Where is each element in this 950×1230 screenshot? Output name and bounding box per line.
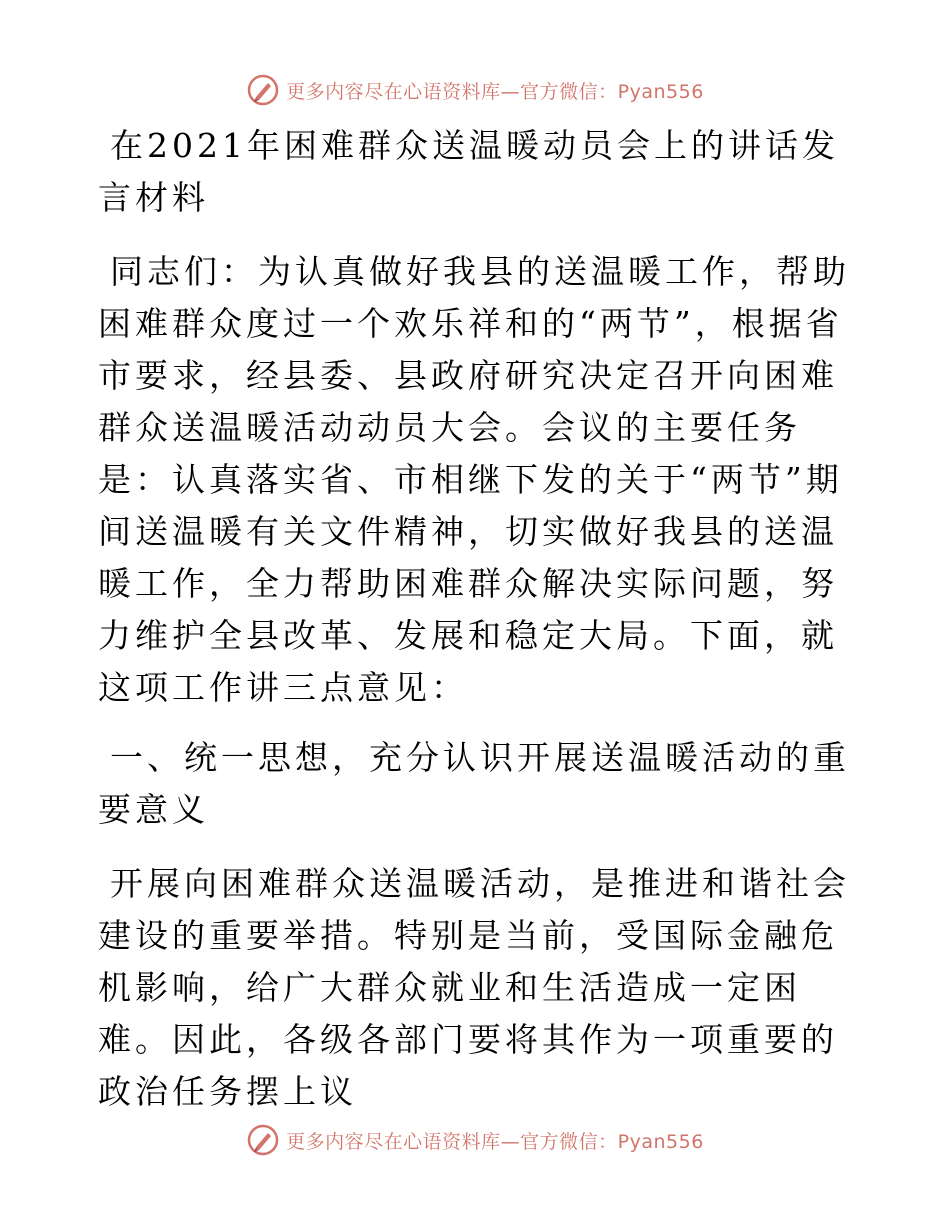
section-heading-1: 一、统一思想，充分认识开展送温暖活动的重要意义	[98, 738, 850, 829]
paragraph-opening: 同志们：为认真做好我县的送温暖工作，帮助困难群众度过一个欢乐祥和的“两节”，根据省市要求，经县委、县政府研究决定召开向困难群众送温暖活动动员大会。会议的主要任务是：认真落实省、市相继下发的关于“两节”期间送温暖有关文件精神，切实做好我县的送温暖工作，全力帮助困难群众解决实际问题，努力维护全县改革、发展和稳定大局。下面，就这项工作讲三点意见：	[98, 252, 850, 707]
header-watermark	[0, 70, 950, 110]
watermark-text: 更多内容尽在心语资料库—官方微信：Pyan556	[286, 1130, 704, 1153]
document-body	[98, 120, 850, 1136]
pen-logo-icon	[246, 73, 280, 107]
pen-logo-icon	[246, 1123, 280, 1157]
footer-watermark	[0, 1120, 950, 1160]
document-title: 在2021年困难群众送温暖动员会上的讲话发言材料	[98, 126, 839, 217]
watermark-text: 更多内容尽在心语资料库—官方微信：Pyan556	[286, 80, 704, 103]
paragraph-section-1: 开展向困难群众送温暖活动，是推进和谐社会建设的重要举措。特别是当前，受国际金融危机影响，给广大群众就业和生活造成一定困难。因此，各级各部门要将其作为一项重要的政治任务摆上议	[98, 864, 850, 1111]
